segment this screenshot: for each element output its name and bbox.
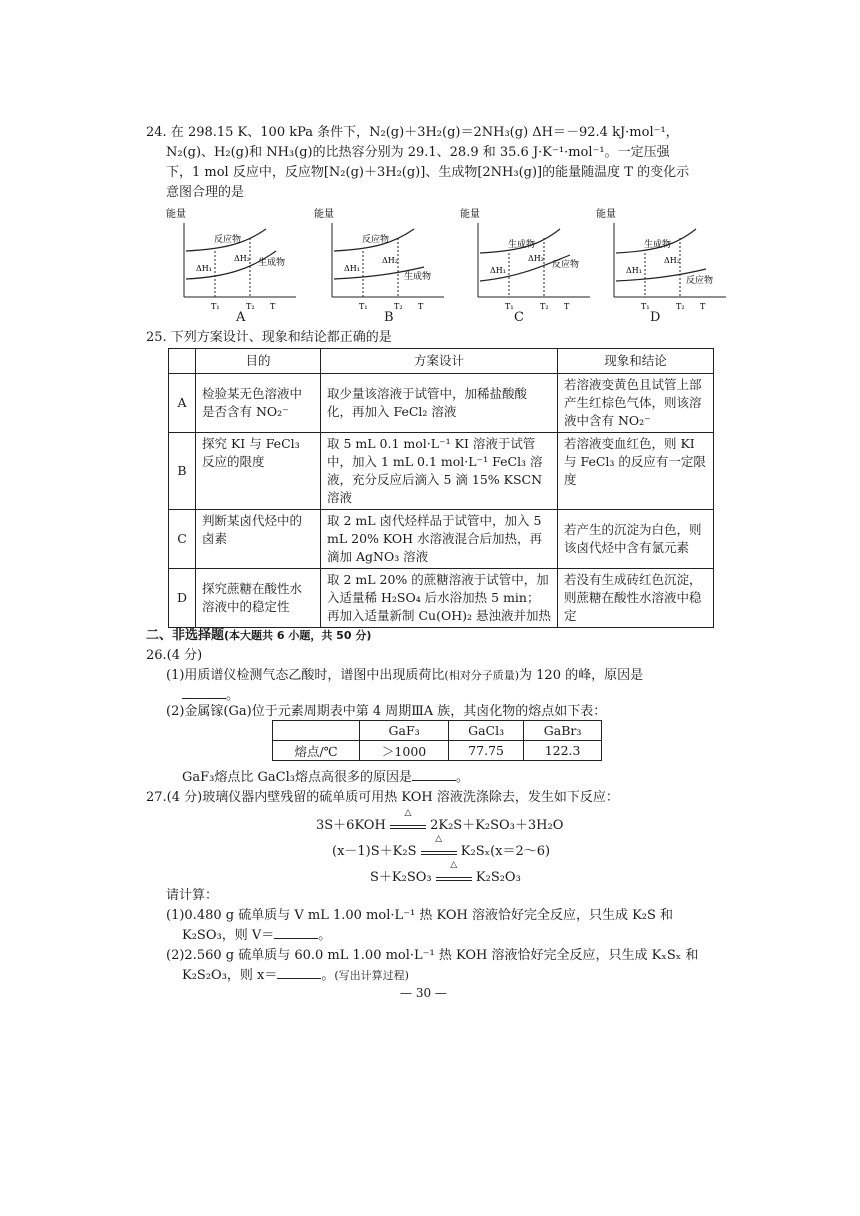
- t-label: T: [270, 302, 276, 311]
- table-row: [169, 433, 714, 510]
- period: 。: [455, 770, 469, 785]
- gacl3-value: 77.75: [449, 741, 524, 761]
- option-letter: D: [169, 569, 196, 628]
- q26-part3: [182, 768, 752, 788]
- y-axis-label: 能量: [460, 209, 480, 220]
- gaf3-value: ＞1000: [360, 741, 449, 761]
- q26-part3-text: GaF₃熔点比 GaCl₃熔点高很多的原因是: [182, 770, 412, 785]
- upper-label: 反应物: [214, 235, 242, 245]
- result-cell: 若溶液变黄色且试管上部产生红棕色气体，则该溶液中含有 NO₂⁻: [558, 374, 714, 433]
- t-label: T: [564, 302, 570, 311]
- chart-b-svg: [314, 205, 464, 325]
- reaction-arrow: [421, 834, 457, 855]
- dh2-label: ΔH₂: [382, 256, 398, 265]
- equation-left: S＋K₂SO₃: [370, 870, 432, 885]
- lower-label: 反应物: [552, 260, 580, 270]
- q27-part1-b: [182, 926, 752, 946]
- option-letter: A: [169, 374, 196, 433]
- q26-part1-text: (1)用质谱仪检测气态乙酸时，谱图中出现质荷比: [166, 668, 445, 683]
- table-row: [169, 374, 714, 433]
- chart-d-svg: [596, 205, 746, 325]
- chart-c: [460, 205, 610, 335]
- t1-label: T₁: [211, 302, 220, 311]
- q26-part1: [166, 666, 736, 686]
- chart-b-caption: B: [384, 310, 394, 325]
- t-label: T: [700, 302, 706, 311]
- melting-point-table: [272, 720, 602, 761]
- equation-right: K₂Sₓ(x＝2～6): [460, 844, 551, 859]
- heat-symbol: △: [450, 860, 458, 870]
- q25-stem: 25. 下列方案设计、现象和结论都正确的是: [146, 330, 392, 345]
- design-cell: 取 2 mL 卤代烃样品于试管中，加入 5 mL 20% KOH 水溶液混合后加热，再滴加 AgNO₃ 溶液: [321, 510, 558, 569]
- q27-ask: 请计算：: [166, 888, 219, 903]
- y-axis-label: 能量: [314, 209, 334, 220]
- period: 。: [226, 688, 240, 703]
- chart-d: [596, 205, 746, 335]
- header-blank: [169, 349, 196, 374]
- purpose-cell: 判断某卤代烃中的卤素: [196, 510, 321, 569]
- dh1-label: ΔH₁: [196, 264, 212, 273]
- q24-line-3: 下，1 mol 反应中，反应物[N₂(g)＋3H₂(g)]、生成物[2NH₃(g)]的能量随温度 T 的变化示: [166, 165, 690, 180]
- q26-part2: (2)金属镓(Ga)位于元素周期表中第 4 周期ⅢA 族，其卤化物的熔点如下表：: [166, 704, 607, 719]
- result-cell: 若产生的沉淀为白色，则该卤代烃中含有氯元素: [558, 510, 714, 569]
- design-cell: 取 2 mL 20% 的蔗糖溶液于试管中，加入适量稀 H₂SO₄ 后水浴加热 5 min；再加入适量新制 Cu(OH)₂ 悬浊液并加热: [321, 569, 558, 628]
- lower-label: 生成物: [404, 272, 432, 282]
- q26-part1-note: (相对分子质量): [444, 669, 520, 682]
- t2-label: T₂: [394, 302, 403, 311]
- chart-a-svg: [166, 205, 316, 325]
- upper-label: 反应物: [362, 235, 390, 245]
- q27-part2-note: (写出计算过程): [334, 969, 409, 982]
- t2-label: T₂: [540, 302, 549, 311]
- q26-head: 26.(4 分): [146, 648, 203, 663]
- q25-table: [168, 348, 714, 628]
- header-design: 方案设计: [321, 349, 558, 374]
- equation-left: 3S＋6KOH: [316, 818, 386, 833]
- q24-line-1: 24. 在 298.15 K、100 kPa 条件下，N₂(g)＋3H₂(g)＝2NH₃(g) ΔH＝－92.4 kJ·mol⁻¹，: [146, 125, 679, 140]
- result-cell: 若没有生成砖红色沉淀，则蔗糖在酸性水溶液中稳定: [558, 569, 714, 628]
- q24-line-2: N₂(g)、H₂(g)和 NH₃(g)的比热容分别为 29.1、28.9 和 35.6 J·K⁻¹·mol⁻¹。一定压强: [166, 145, 670, 160]
- equation-3: [370, 860, 521, 885]
- purpose-cell: 探究蔗糖在酸性水溶液中的稳定性: [196, 569, 321, 628]
- chart-c-caption: C: [514, 310, 524, 325]
- equation-1: [316, 808, 564, 833]
- reaction-arrow: [436, 860, 472, 881]
- t1-label: T₁: [359, 302, 368, 311]
- section-note: (本大题共 6 小题，共 50 分): [224, 629, 372, 642]
- header-blank: [273, 721, 360, 741]
- dh2-label: ΔH₂: [234, 254, 250, 263]
- upper-label: 生成物: [644, 240, 672, 250]
- equation-right: 2K₂S＋K₂SO₃＋3H₂O: [430, 818, 564, 833]
- design-cell: 取 5 mL 0.1 mol·L⁻¹ KI 溶液于试管中，加入 1 mL 0.1 mol·L⁻¹ FeCl₃ 溶液，充分反应后滴入 5 滴 15% KSCN 溶液: [321, 433, 558, 510]
- section-heading: [146, 626, 716, 646]
- table-header-row: [273, 721, 602, 741]
- y-axis-label: 能量: [596, 209, 616, 220]
- answer-blank[interactable]: [274, 926, 318, 939]
- heat-symbol: △: [404, 808, 412, 818]
- option-letter: C: [169, 510, 196, 569]
- chart-c-svg: [460, 205, 610, 325]
- y-axis-label: 能量: [166, 209, 186, 220]
- header-purpose: 目的: [196, 349, 321, 374]
- table-row: [169, 510, 714, 569]
- lower-label: 生成物: [258, 258, 286, 268]
- q27-part2-text: K₂S₂O₃，则 x＝: [182, 968, 278, 983]
- page-number: — 30 —: [400, 986, 447, 1000]
- dh1-label: ΔH₁: [344, 264, 360, 273]
- section-title: 二、非选择题: [146, 628, 225, 643]
- answer-blank[interactable]: [277, 966, 321, 979]
- dh1-label: ΔH₁: [626, 266, 642, 275]
- reaction-arrow: [390, 808, 426, 829]
- header-gacl3: GaCl₃: [449, 721, 524, 741]
- t1-label: T₁: [505, 302, 514, 311]
- equation-right: K₂S₂O₃: [475, 870, 521, 885]
- dh1-label: ΔH₁: [490, 266, 506, 275]
- t1-label: T₁: [641, 302, 650, 311]
- equation-2: [332, 834, 551, 859]
- t2-label: T₂: [676, 302, 685, 311]
- dh2-label: ΔH₂: [528, 254, 544, 263]
- purpose-cell: 探究 KI 与 FeCl₃ 反应的限度: [196, 433, 321, 510]
- gabr3-value: 122.3: [524, 741, 602, 761]
- period: 。: [321, 968, 335, 983]
- q27-part1-text: K₂SO₃，则 V＝: [182, 928, 275, 943]
- purpose-cell: 检验某无色溶液中是否含有 NO₂⁻: [196, 374, 321, 433]
- header-gaf3: GaF₃: [360, 721, 449, 741]
- chart-d-caption: D: [650, 310, 661, 325]
- table-row: [169, 569, 714, 628]
- q27-part2-b: [182, 966, 752, 986]
- period: 。: [318, 928, 332, 943]
- table-header-row: [169, 349, 714, 374]
- q27-head: 27.(4 分)玻璃仪器内壁残留的硫单质可用热 KOH 溶液洗涤除去，发生如下反应：: [146, 790, 619, 805]
- header-result: 现象和结论: [558, 349, 714, 374]
- heat-symbol: △: [435, 834, 443, 844]
- q27-part1-a: (1)0.480 g 硫单质与 V mL 1.00 mol·L⁻¹ 热 KOH 溶液恰好完全反应，只生成 K₂S 和: [166, 908, 674, 923]
- chart-a-caption: A: [236, 310, 246, 325]
- option-letter: B: [169, 433, 196, 510]
- upper-label: 生成物: [508, 240, 536, 250]
- t2-label: T₂: [246, 302, 255, 311]
- row-label: 熔点/℃: [273, 741, 360, 761]
- t-label: T: [418, 302, 424, 311]
- equation-left: (x－1)S＋K₂S: [332, 844, 417, 859]
- q27-part2-a: (2)2.560 g 硫单质与 60.0 mL 1.00 mol·L⁻¹ 热 KOH 溶液恰好完全反应，只生成 KₓSₓ 和: [166, 948, 699, 963]
- table-row: [273, 741, 602, 761]
- q24-line-4: 意图合理的是: [166, 185, 245, 200]
- result-cell: 若溶液变血红色，则 KI 与 FeCl₃ 的反应有一定限度: [558, 433, 714, 510]
- lower-label: 反应物: [686, 276, 714, 286]
- dh2-label: ΔH₂: [664, 256, 680, 265]
- answer-blank[interactable]: [412, 768, 456, 781]
- q26-part1-text-b: 为 120 的峰，原因是: [519, 668, 644, 683]
- design-cell: 取少量该溶液于试管中，加稀盐酸酸化，再加入 FeCl₂ 溶液: [321, 374, 558, 433]
- header-gabr3: GaBr₃: [524, 721, 602, 741]
- answer-blank[interactable]: [182, 686, 226, 699]
